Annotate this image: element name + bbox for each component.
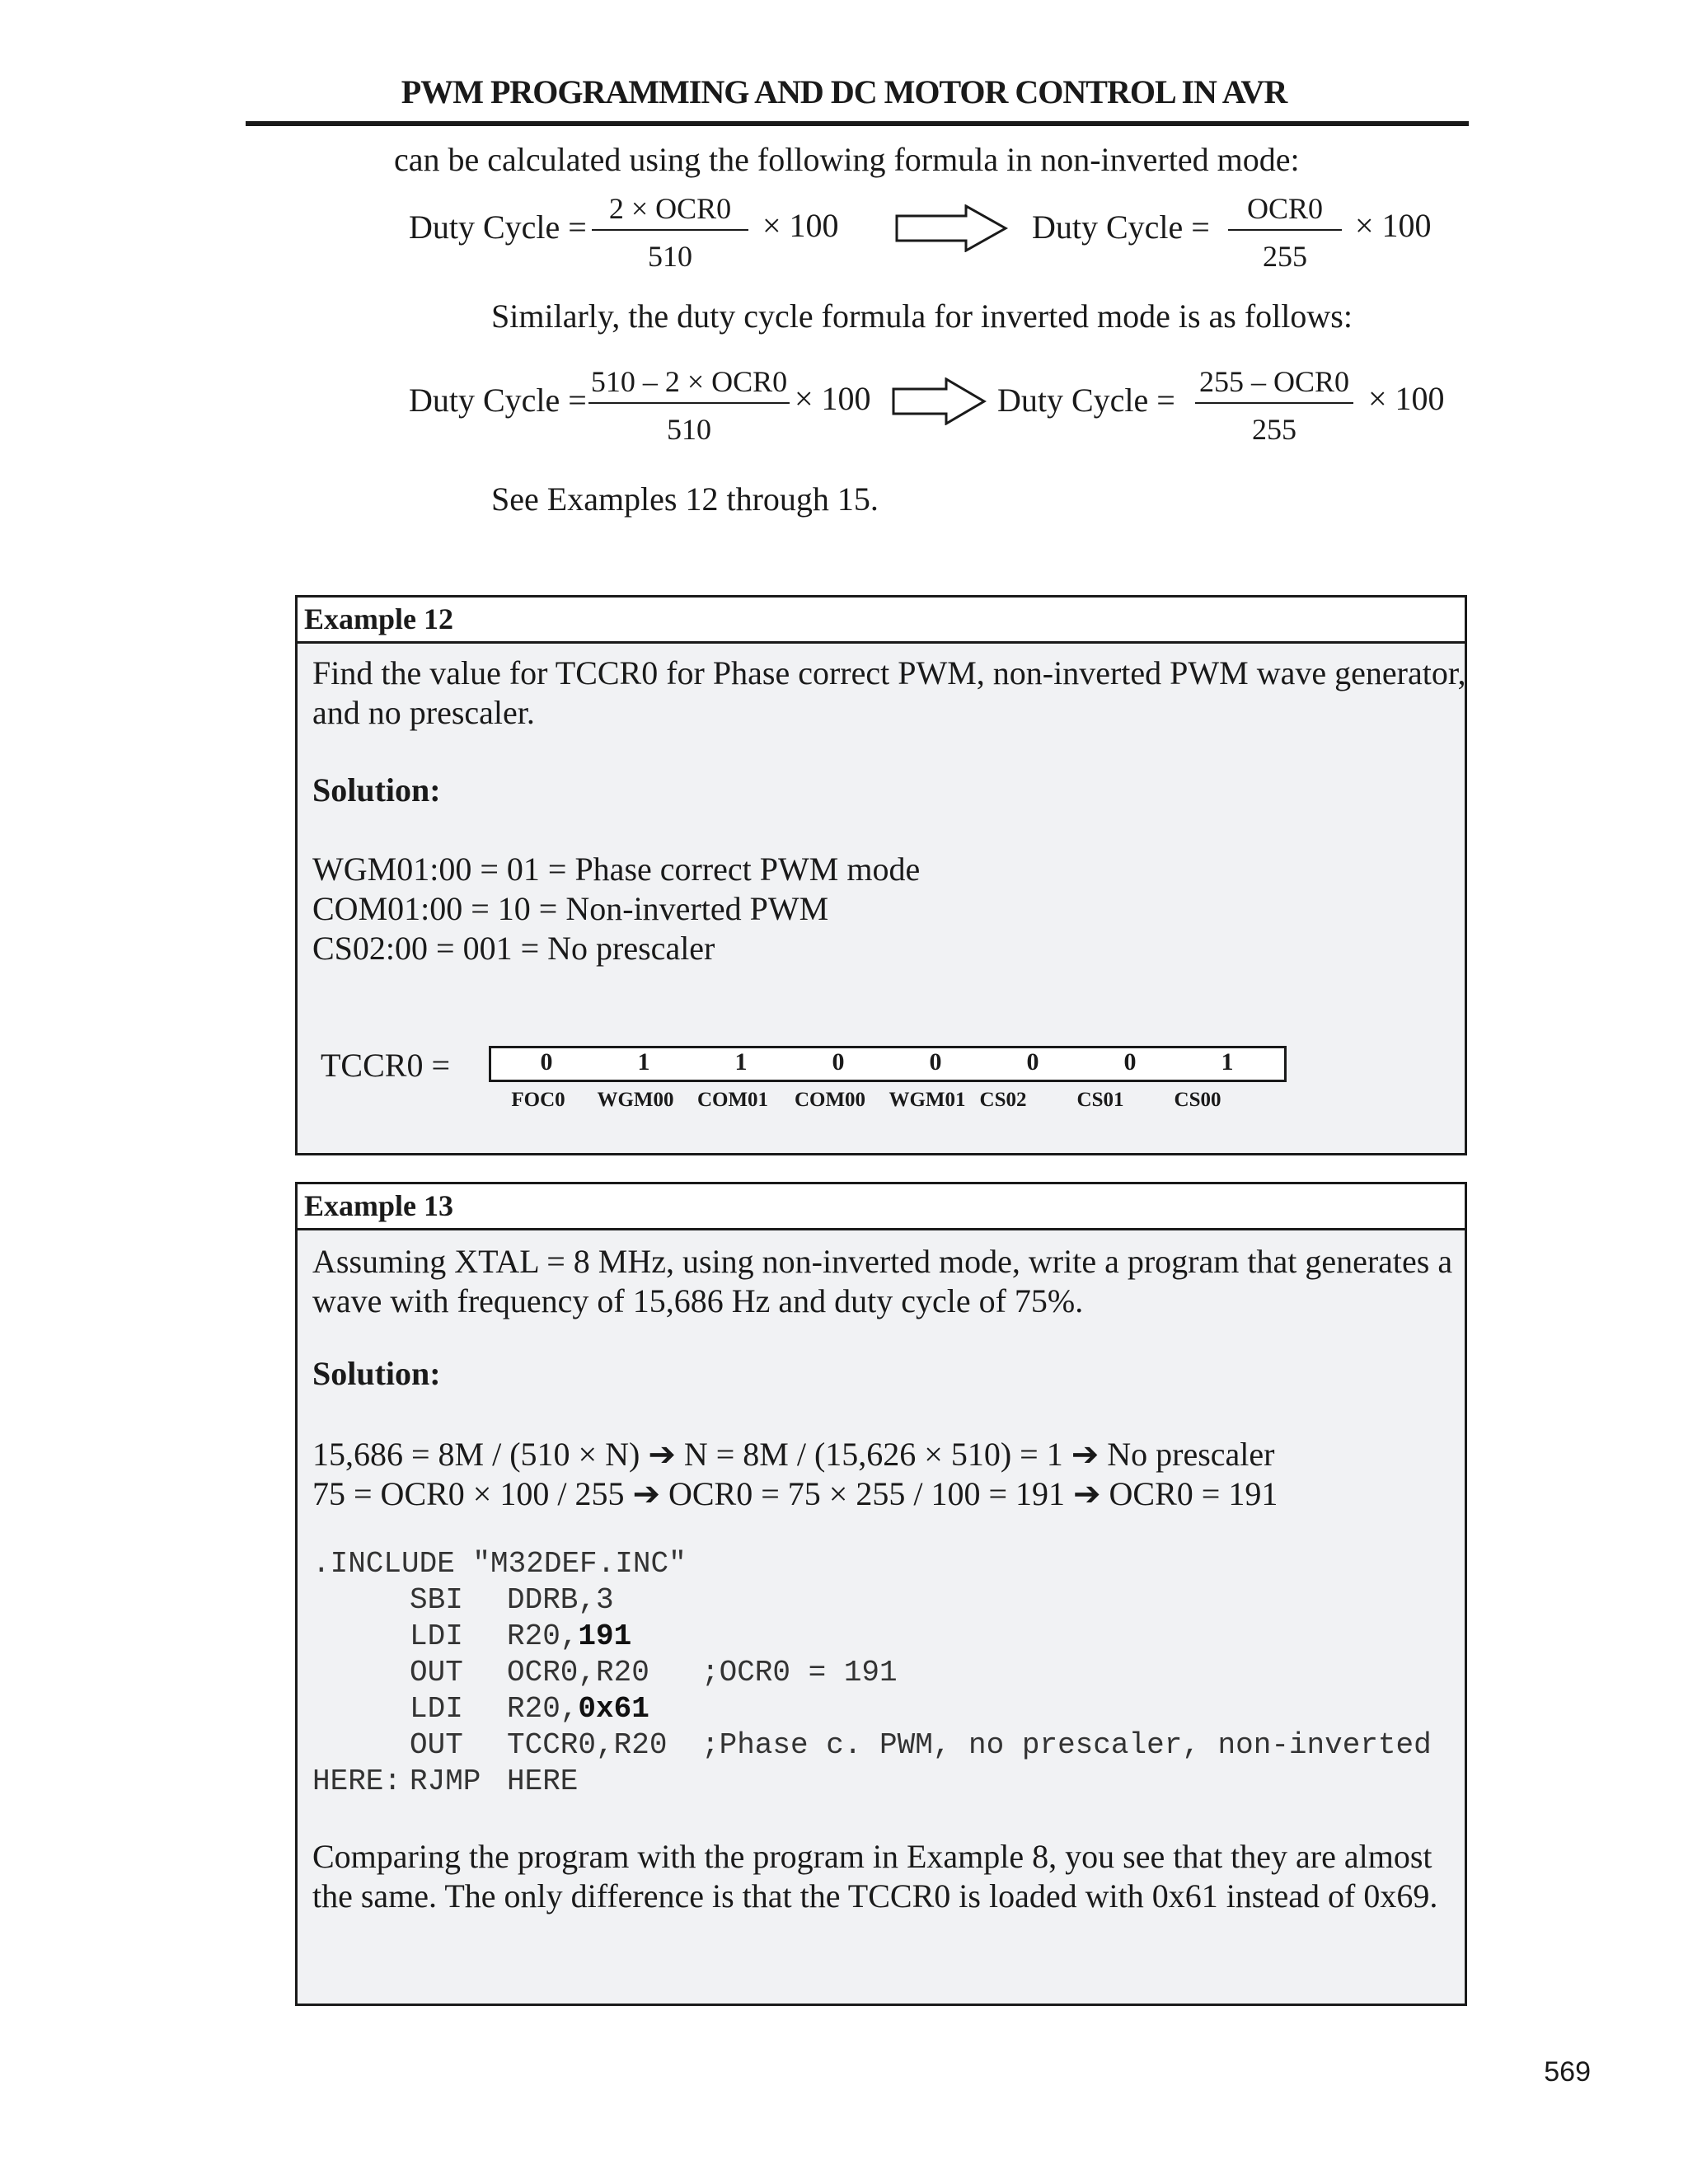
solution-heading: Solution: [312,771,441,808]
register-label: TCCR0 = [321,1047,451,1084]
code-opcode: LDI [410,1692,463,1726]
bit-name: COM00 [794,1089,866,1111]
question-line: wave with frequency of 15,686 Hz and duty cycle of 75%. [312,1282,1084,1319]
formula-label: Duty Cycle = [1032,209,1210,246]
tccr0-register [489,1046,1287,1082]
calc-line: 75 = OCR0 × 100 / 255 ➔ OCR0 = 75 × 255 / 100 = 191 ➔ OCR0 = 191 [312,1475,1278,1512]
implies-arrow-icon [892,377,987,425]
conclusion-line: Comparing the program with the program in Example 8, you see that they are almost [312,1838,1432,1875]
calc-line: 15,686 = 8M / (510 × N) ➔ N = 8M / (15,626 × 510) = 1 ➔ No prescaler [312,1436,1275,1473]
code-operands [507,1619,631,1653]
fraction-bar [1195,402,1353,404]
code-operand-reg: R20, [507,1692,579,1726]
code-operand-reg: R20, [507,1619,579,1653]
fraction-denominator: 510 [667,413,711,446]
code-opcode: OUT [410,1656,463,1690]
register-bit: 1 [1221,1048,1234,1076]
solution-line: COM01:00 = 10 = Non-inverted PWM [312,890,829,927]
bit-name: CS00 [1174,1089,1221,1111]
fraction-bar [1228,229,1342,231]
register-bit: 1 [637,1048,650,1076]
code-comment: ;OCR0 = 191 [701,1656,898,1690]
code-operands [507,1692,649,1726]
code-operand-immediate: 0x61 [578,1692,649,1726]
register-bit: 0 [1123,1048,1137,1076]
times-100: × 100 [1355,207,1432,244]
code-opcode: SBI [410,1583,463,1617]
fraction-numerator: 510 – 2 × OCR0 [590,365,788,398]
question-line: Find the value for TCCR0 for Phase correct PWM, non-inverted PWM wave generator, [312,654,1466,691]
code-operands: DDRB,3 [507,1583,614,1617]
times-100: × 100 [762,207,839,244]
times-100: × 100 [1368,380,1445,417]
intro-line: See Examples 12 through 15. [491,480,879,518]
fraction-numerator: 255 – OCR0 [1198,365,1350,398]
times-100: × 100 [795,380,871,417]
code-operand-immediate: 191 [578,1619,632,1653]
example-13-box [295,1182,1467,2006]
fraction-denominator: 255 [1252,413,1296,446]
fraction-bar [592,229,748,231]
fraction-denominator: 255 [1263,240,1307,273]
solution-line: WGM01:00 = 01 = Phase correct PWM mode [312,851,921,888]
formula-label: Duty Cycle = [409,382,587,419]
code-operands: TCCR0,R20 [507,1728,668,1762]
running-header: PWM PROGRAMMING AND DC MOTOR CONTROL IN AVR [401,73,1287,110]
example-12-box [295,595,1467,1155]
code-opcode: LDI [410,1619,463,1653]
solution-line: CS02:00 = 001 = No prescaler [312,930,715,967]
code-opcode: RJMP [410,1765,481,1798]
code-operands: HERE [507,1765,579,1798]
code-line: .INCLUDE "M32DEF.INC" [312,1547,687,1581]
bit-name: FOC0 [511,1089,565,1111]
formula-label: Duty Cycle = [997,382,1175,419]
code-operands: OCR0,R20 [507,1656,649,1690]
implies-arrow-icon [895,204,1010,252]
solution-heading: Solution: [312,1355,441,1392]
bit-name: COM01 [696,1089,769,1111]
bit-name: CS01 [1076,1089,1124,1111]
code-label: HERE: [312,1765,402,1798]
register-bit: 0 [1026,1048,1039,1076]
fraction-bar [588,402,790,404]
fraction-numerator: OCR0 [1246,192,1324,225]
code-comment: ;Phase c. PWM, no prescaler, non-inverted [701,1728,1432,1762]
register-bit: 0 [832,1048,845,1076]
register-bit: 0 [540,1048,553,1076]
question-line: Assuming XTAL = 8 MHz, using non-inverted mode, write a program that generates a [312,1243,1453,1280]
header-rule [246,121,1469,126]
question-line: and no prescaler. [312,694,535,731]
intro-line: can be calculated using the following formula in non-inverted mode: [394,141,1300,178]
fraction-denominator: 510 [648,240,692,273]
bit-name: CS02 [979,1089,1027,1111]
intro-line: Similarly, the duty cycle formula for inverted mode is as follows: [491,298,1353,335]
register-bit: 0 [929,1048,942,1076]
example-title: Example 12 [298,598,1465,644]
example-title: Example 13 [298,1184,1465,1230]
bit-name: WGM01 [889,1089,966,1111]
register-bit: 1 [734,1048,748,1076]
fraction-numerator: 2 × OCR0 [608,192,732,225]
page-number: 569 [1544,2056,1591,2088]
code-opcode: OUT [410,1728,463,1762]
formula-label: Duty Cycle = [409,209,587,246]
bit-name: WGM00 [597,1089,674,1111]
conclusion-line: the same. The only difference is that the TCCR0 is loaded with 0x61 instead of 0x69. [312,1877,1438,1915]
code-listing [312,1547,1458,1802]
